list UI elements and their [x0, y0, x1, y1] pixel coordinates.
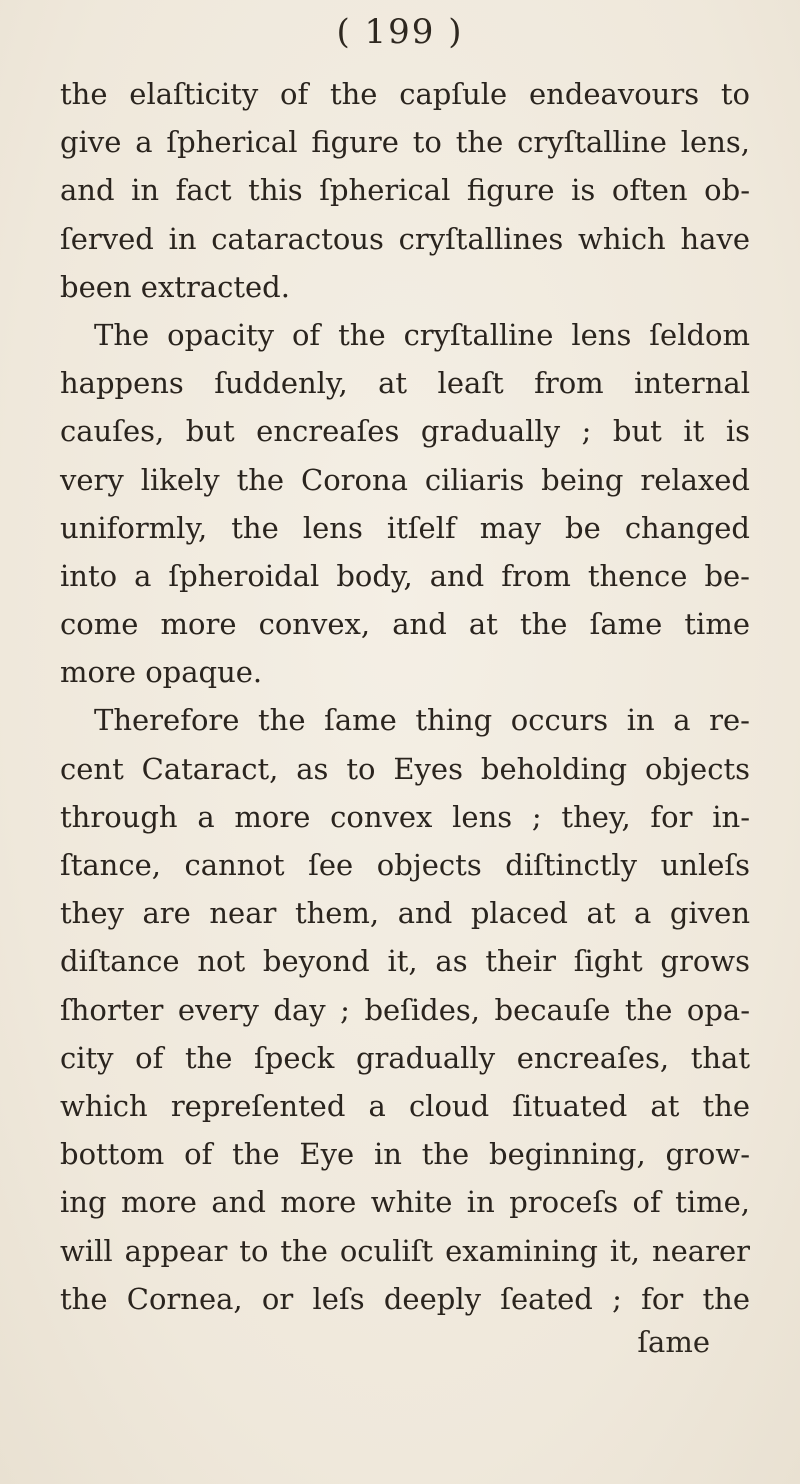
- text-line: ing more and more white in proceſs of time,: [60, 1185, 750, 1220]
- page-number: ( 199 ): [336, 12, 464, 52]
- text-line: give a ſpherical figure to the cryſtalline lens,: [60, 125, 750, 160]
- text-line: come more convex, and at the ſame time: [60, 607, 750, 642]
- paragraph-start-line: Therefore the ſame thing occurs in a re-: [94, 703, 750, 738]
- text-line: through a more convex lens ; they, for in-: [60, 799, 750, 834]
- catchword: ſame: [637, 1325, 710, 1359]
- text-line: ſerved in cataractous cryſtallines which have: [60, 221, 750, 256]
- text-line: they are near them, and placed at a given: [60, 896, 750, 931]
- text-line: city of the ſpeck gradually encreaſes, that: [60, 1040, 750, 1075]
- text-line: bottom of the Eye in the beginning, grow-: [60, 1137, 750, 1172]
- text-line: which repreſented a cloud ſituated at the: [60, 1088, 750, 1123]
- text-line: and in fact this ſpherical figure is often ob-: [60, 173, 750, 208]
- text-line: cauſes, but encreaſes gradually ; but it is: [60, 414, 750, 449]
- text-line: very likely the Corona ciliaris being relaxed: [60, 462, 750, 497]
- text-line: happens ſuddenly, at leaſt from internal: [60, 366, 750, 401]
- text-line: the elaſticity of the capſule endeavours to: [60, 77, 750, 111]
- text-line: the Cornea, or leſs deeply ſeated ; for the: [60, 1281, 750, 1316]
- text-line: ſtance, cannot ſee objects diſtinctly unleſs: [60, 848, 750, 882]
- text-line: diſtance not beyond it, as their ſight grows: [60, 944, 750, 979]
- text-line: been extracted.: [60, 269, 290, 304]
- paragraph-start-line: The opacity of the cryſtalline lens ſeldom: [94, 317, 750, 352]
- text-line: more opaque.: [60, 655, 263, 690]
- body-text: [60, 70, 750, 1323]
- text-line: will appear to the oculiſt examining it, nearer: [60, 1233, 750, 1268]
- text-line: cent Cataract, as to Eyes beholding objects: [60, 751, 750, 786]
- text-line: uniformly, the lens itſelf may be changed: [60, 510, 750, 545]
- text-line: into a ſpheroidal body, and from thence be-: [60, 558, 750, 593]
- text-line: ſhorter every day ; beſides, becauſe the opa-: [60, 992, 750, 1027]
